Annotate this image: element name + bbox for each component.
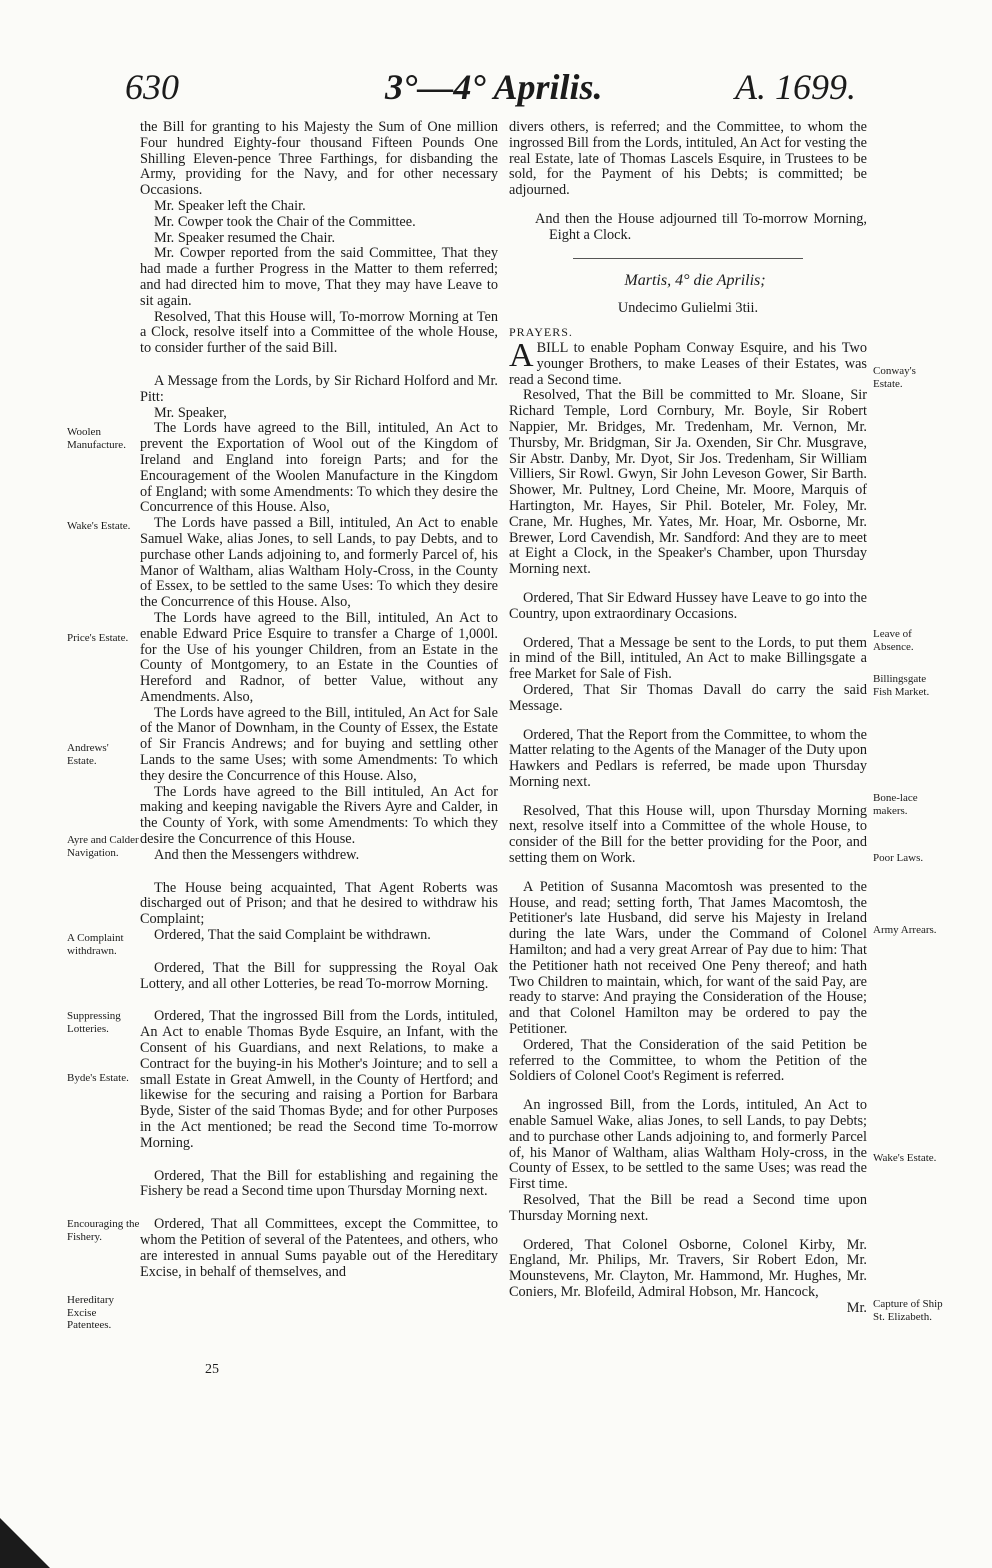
margin-note: Andrews' Estate.: [67, 742, 109, 767]
margin-note: Byde's Estate.: [67, 1072, 129, 1084]
paragraph: Ordered, That Colonel Osborne, Colonel Kirby, Mr. England, Mr. Philips, Mr. Travers, Sir Robert Edon, Mr. Mounstevens, Mr. Clayton, Mr. Hammond, Mr. Hughes, Mr. Coniers, Mr. Blofeild, Admiral Hobson, Mr. Hancock,: [509, 1236, 867, 1300]
paragraph: Ordered, That a Message be sent to the Lords, to put them in mind of the Bill, intituled, An Act to make Billingsgate a free Market for Sale of Fish.: [509, 634, 867, 683]
paragraph: And then the House adjourned till To-morrow Morning, Eight a Clock.: [535, 210, 867, 243]
paragraph: A Petition of Susanna Macomtosh was presented to the House, and read; setting forth, That James Macomtosh, the Petitioner's late Husband, did serve his Majesty in Ireland during the late Wars, under the Command of Colonel Hamilton; and had a very great Arrear of Pay due to him: That the Petitioner hath not received One Peny thereof; and hath Two Children to maintain, which, for want of the said Pay, are ready to starve: And praying the Consideration of the House; and that Colonel Hamilton may be ordered to pay the Petitioner.: [509, 878, 867, 1038]
paragraph: The Lords have agreed to the Bill, intituled, An Act to prevent the Exportation of Wool out of the Kingdom of Ireland and England into foreign Parts; and for the Encouragement of the Woolen Manufacture in the Kingdom of England; with some Amendments: To which they desire the Concurrence of this House. Also,: [140, 420, 498, 516]
paragraph: Ordered, That the said Complaint be withdrawn.: [154, 927, 431, 944]
left-column: [140, 120, 498, 1280]
paragraph: Resolved, That this House will, upon Thursday Morning next, resolve itself into a Committee of the whole House, to consider of the Bill for the better providing for the Poor, and setting them on Work.: [509, 802, 867, 867]
paragraph: Ordered, That the Consideration of the said Petition be referred to the Committee, to whom the Petition of the Soldiers of Colonel Coot's Regiment is referred.: [509, 1036, 867, 1085]
margin-note: Capture of Ship St. Elizabeth.: [873, 1298, 943, 1323]
paragraph: An ingrossed Bill, from the Lords, intituled, An Act to enable Samuel Wake, alias Jones, to sell Lands, to pay Debts; and to purchase other Lands adjoining to, and formerly Parcel of, his Manor of Waltham, alias Waltham Holy-cross, in the County of Essex, to be settled to the same Uses; was read the First time.: [509, 1097, 867, 1193]
paragraph: The Lords have agreed to the Bill, intituled, An Act to enable Edward Price Esquire to transfer a Charge of 1,000l. for the Use of his younger Children, from an Estate in the County of Montgomery, to an Estate in the Counties of Hereford and Radnor, of better Value, without any Amendments. Also,: [140, 609, 498, 705]
section-divider: [573, 258, 803, 259]
paragraph: Resolved, That the Bill be committed to Mr. Sloane, Sir Richard Temple, Lord Cornbury, Mr. Boyle, Sir Robert Nappier, Mr. Bridges, Mr. Tredenham, Mr. Vernon, Mr. Thursby, Mr. Bridgman, Sir Ja. Oxenden, Sir Chr. Musgrave, Sir Abstr. Danby, Mr. Dyot, Sir Jos. Tredenham, Sir William Villiers, Sir Rowl. Gwyn, Sir John Leveson Gower, Sir Barth. Shower, Mr. Pultney, Lord Cheine, Mr. Moore, Marquis of Hartington, Mr. Hayes, Sir Phil. Boteler, Mr. Foley, Mr. Crane, Mr. Hughes, Mr. Yates, Mr. Hoar, Mr. Osborne, Mr. Brewer, Lord Cavendish, Mr. Sandford: And they are to meet at Eight a Clock, in the Speaker's Chamber, upon Thursday Morning next.: [509, 387, 867, 578]
drop-cap: A: [509, 336, 534, 374]
margin-note: Encouraging the Fishery.: [67, 1218, 140, 1243]
day-heading: Martis, 4° die Aprilis;: [624, 271, 766, 289]
paragraph: Mr. Cowper reported from the said Committee, That they had made a further Progress in the Matter to them referred; and had directed him to move, That they may have Leave to sit again.: [140, 245, 498, 309]
paragraph: the Bill for granting to his Majesty the Sum of One million Four hundred Eighty-four thousand Fifteen Pounds One Shilling Eleven-pence Three Farthings, for disbanding the Army, providing for the Navy, and for other necessary Occasions.: [140, 119, 498, 199]
paragraph: The Lords have passed a Bill, intituled, An Act to enable Samuel Wake, alias Jones, to sell Lands, to pay Debts, and to purchase other Lands adjoining to, and formerly Parcel of, his Manor of Waltham, alias Waltham Holy-Cross, in the County of Essex, to be settled to the same Uses: To which they desire the Concurrence of this House. Also,: [140, 515, 498, 611]
paragraph: The Lords have agreed to the Bill, intituled, An Act for Sale of the Manor of Downham, in the County of Essex, the Estate of Sir Francis Andrews; and for buying and settling other Lands to the same Uses; with some Amendments: To which they desire the Concurrence of this House. Also,: [140, 704, 498, 784]
margin-note: Bone-lace makers.: [873, 792, 918, 817]
paragraph: Mr. Cowper took the Chair of the Committee.: [154, 213, 416, 230]
margin-note: Wake's Estate.: [873, 1152, 937, 1164]
paragraph-text: BILL to enable Popham Conway Esquire, and his Two younger Brothers, to make Leases of their Estates, was read a Second time.: [509, 339, 867, 388]
margin-note: Price's Estate.: [67, 632, 129, 644]
running-year: A. 1699.: [735, 67, 856, 107]
running-date: 3°—4° Aprilis.: [385, 67, 603, 107]
paragraph: Mr. Speaker left the Chair.: [154, 197, 306, 214]
paragraph: The Lords have agreed to the Bill intituled, An Act for making and keeping navigable the Rivers Ayre and Calder, in the County of York, with some Amendments: To which they desire the Concurrence of this House.: [140, 783, 498, 848]
margin-note: Army Arrears.: [873, 924, 937, 936]
margin-note: Conway's Estate.: [873, 365, 916, 390]
margin-note: Woolen Manufacture.: [67, 426, 126, 451]
paragraph: Ordered, That Sir Thomas Davall do carry the said Message.: [509, 681, 867, 714]
paragraph: Ordered, That the ingrossed Bill from the Lords, intituled, An Act to enable Thomas Byde Esquire, an Infant, with the Consent of his Guardians, and next Relations, to make a Contract for the buying-in his Mother's Jointure; and to sell a small Estate in Great Amwell, in the County of Hertford; and likewise for the securing and raising a Portion for Barbara Byde, Sister of the said Thomas Byde; and for other Purposes in the Act mentioned; be read the Second time To-morrow Morning.: [140, 1008, 498, 1151]
page-corner-mark: [0, 1518, 50, 1568]
margin-note: Ayre and Calder Navigation.: [67, 834, 139, 859]
paragraph: divers others, is referred; and the Committee, to whom the ingrossed Bill from the Lords, intituled, An Act for vesting the real Estate, late of Thomas Lascels Esquire, in Trustees to be sold, for the Payment of his Debts; is committed; be adjourned.: [509, 119, 867, 199]
paragraph: Ordered, That the Bill for suppressing the Royal Oak Lottery, and all other Lotteries, be read To-morrow Morning.: [140, 959, 498, 992]
regnal-year: Undecimo Gulielmi 3tii.: [617, 300, 759, 317]
signature-mark: 25: [205, 1362, 219, 1377]
page-number: 630: [125, 67, 179, 107]
paragraph: Ordered, That all Committees, except the Committee, to whom the Petition of several of the Patentees, and others, who are interested in annual Sums payable out of the Hereditary Excise, in behalf of themselves, and: [140, 1216, 498, 1280]
paragraph: The House being acquainted, That Agent Roberts was discharged out of Prison; and that he desired to withdraw his Complaint;: [140, 879, 498, 928]
margin-note: A Complaint withdrawn.: [67, 932, 124, 957]
page-header: [0, 62, 992, 112]
paragraph: Mr. Speaker resumed the Chair.: [154, 229, 336, 246]
catchword: Mr.: [846, 1299, 867, 1316]
paragraph: [509, 336, 867, 388]
paragraph: Resolved, That this House will, To-morrow Morning at Ten a Clock, resolve itself into a Committee of the whole House, to consider further of the said Bill.: [140, 308, 498, 357]
margin-note: Leave of Absence.: [873, 628, 914, 653]
margin-note: Billingsgate Fish Market.: [873, 673, 930, 698]
right-column: [509, 120, 867, 1317]
paragraph: A Message from the Lords, by Sir Richard Holford and Mr. Pitt:: [140, 372, 498, 405]
margin-note: Poor Laws.: [873, 852, 924, 864]
paragraph: And then the Messengers withdrew.: [154, 846, 360, 863]
margin-note: Suppressing Lotteries.: [67, 1010, 121, 1035]
paragraph: Ordered, That the Report from the Committee, to whom the Matter relating to the Agents of the Manager of the Duty upon Hawkers and Pedlars is referred, be made upon Thursday Morning next.: [509, 726, 867, 790]
paragraph: Resolved, That the Bill be read a Second time upon Thursday Morning next.: [509, 1192, 867, 1224]
paragraph: Mr. Speaker,: [154, 404, 227, 421]
margin-note: Hereditary Excise Patentees.: [67, 1294, 115, 1331]
paragraph: Ordered, That Sir Edward Hussey have Leave to go into the Country, upon extraordinary Occasions.: [509, 589, 867, 622]
paragraph: Ordered, That the Bill for establishing and regaining the Fishery be read a Second time upon Thursday Morning next.: [140, 1167, 498, 1200]
margin-note: Wake's Estate.: [67, 520, 131, 532]
prayers-heading: PRAYERS.: [509, 325, 573, 340]
